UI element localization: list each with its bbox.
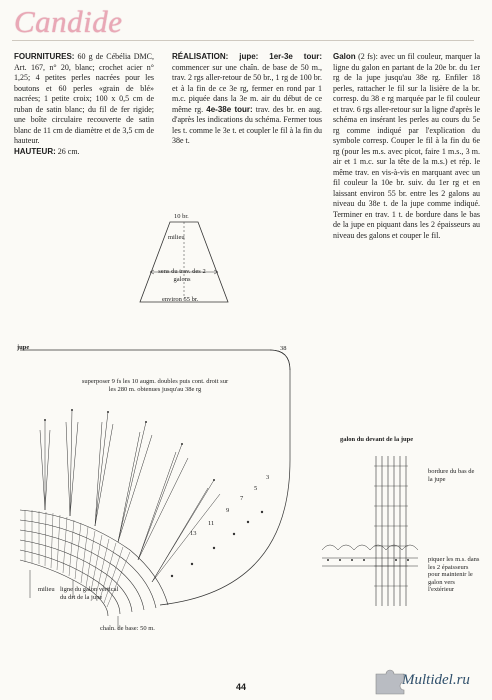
fournitures-label: FOURNITURES: (14, 52, 75, 61)
label-38: 38 (280, 345, 287, 352)
column-fournitures (14, 52, 154, 157)
row-label-13: 13 (190, 530, 197, 537)
label-chain-base: chaîn. de base: 50 m. (100, 625, 155, 632)
label-piquer: piquer les m.s. dans les 2 épaisseurs pour maintenir le galon vers l'extérieur (428, 556, 480, 593)
label-galon-line: ligne du galon vertical du drt de la jupe (60, 586, 119, 601)
label-milieu: milieu (38, 586, 55, 593)
watermark-text: Multidel.ru (402, 672, 470, 688)
row-label-11: 11 (208, 520, 215, 527)
galon-stitch-chart (318, 446, 428, 616)
realisation-label: RÉALISATION: jupe: 1er-3e tour: (172, 52, 322, 61)
skirt-outline-diagram (130, 210, 240, 310)
galon-text: (2 fs): avec un fil couleur, marquer la ligne du galon en partant de la 20e br. du 1er rg de la jupe jusqu'au 38e rg. Enfiler 18 perles, rattacher le fil sur la lisière de la br. corresp. du 38 e rg marquée par le fil couleur et trav. 6 rgs aller-retour sur la ligne d'après le schéma en insérant les perles au cours du 5e rg comme indiqué par l'explication du symbole corresp. Couper le fil à la fin du 6e rg (pour les m.s. avec picot, faire 1 m.s., 3 m. air et 1 m.c. sur la tête de la m.s.) et rép. le même trav. en vis-à-vis en marquant avec un fil couleur la 10e br. suiv. du 1er rg et en laissant environ 55 br. entre les 2 galons au niveau du 38e t. de la jupe comme indiqué. Terminer en trav. 1 t. de bordure dans le bas de la jupe en piquant dans les 2 épaisseurs au niveau des galons et couper le fil. (333, 52, 481, 240)
row-label-3: 3 (266, 474, 270, 481)
row-label-5: 5 (254, 485, 258, 492)
row-label-9: 9 (226, 507, 230, 514)
label-bordure: bordure du bas de la jupe (428, 468, 475, 483)
small-diagram-top: 10 br. (174, 213, 189, 220)
galon-label: Galon (333, 52, 356, 61)
column-galon (333, 52, 480, 241)
hauteur-label: HAUTEUR: (14, 146, 56, 156)
tour-label: 4e-38e tour: (206, 104, 253, 114)
column-realisation (172, 52, 322, 147)
hauteur-text: 26 cm. (57, 146, 80, 156)
title-rule (12, 40, 474, 41)
small-diagram-center: sens du trav. des 2 galons (158, 268, 206, 283)
small-diagram-bottom: environ 55 br. (162, 296, 199, 303)
realisation-text: commencer sur une chaîn. de base de 50 m., trav. 2 rgs aller-retour de 50 br., 1 rg de 100 br. et à la fin de ce 3e rg, fermer en rond par 1 m.c. piquée dans la 3e m. air du début de ce même rg. (172, 62, 322, 114)
row-label-7: 7 (240, 495, 244, 502)
page-title: Candide (14, 4, 123, 39)
small-diagram-middle: milieu (168, 234, 185, 241)
galon-diagram-title: galon du devant de la jupe (340, 436, 414, 443)
fournitures-text: 60 g de Cébélia DMC, Art. 167, n° 20, blanc; crochet acier n° 1,25; 4 petites perles nacrées pour les boutons et 60 perles «grain de blé» nacrées; 1 petite croix; 100 x 0,5 cm de ruban de satin blanc; du fil de fer rigide; une boîte circulaire recouverte de satin blanc de 11 cm de diamètre et de 3,5 cm de hauteur. (14, 52, 155, 145)
tour-text: trav. des br. en aug. d'après les indications du schéma. Fermer tous les t. comme le 3e t. et coupler le fil à la fin du 38e t. (172, 104, 323, 145)
label-jupe: jupe (17, 344, 30, 351)
page-number: 44 (236, 682, 247, 692)
chart-note: superposer 9 fs les 10 augm. doubles puis cont. droit sur les 280 m. obtenues jusqu'au 38e rg (81, 378, 229, 393)
